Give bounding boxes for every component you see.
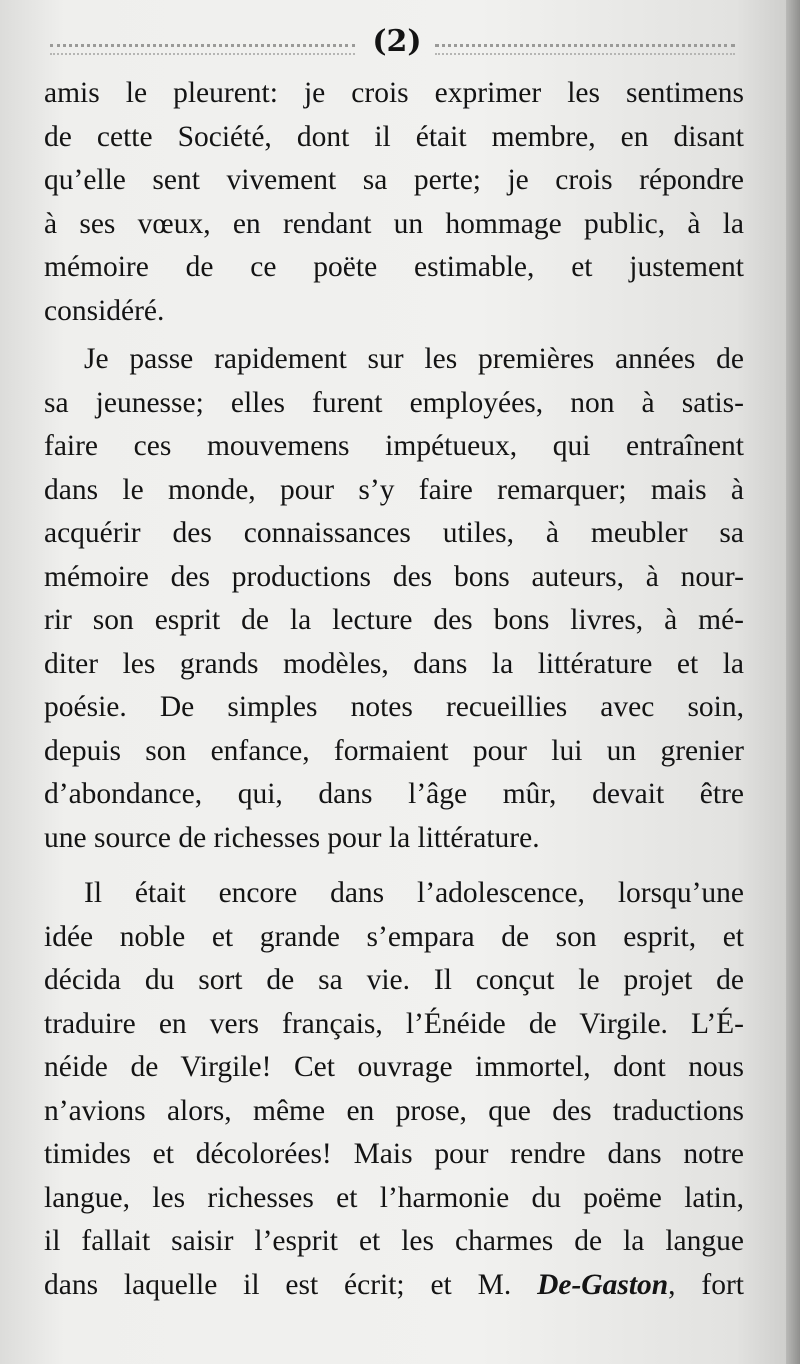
text-line: depuis son enfance, formaient pour lui un grenier xyxy=(44,734,744,767)
text-line: dans le monde, pour s’y faire remarquer; mais à xyxy=(44,473,744,506)
page-edge-shadow xyxy=(786,0,800,1364)
text-line: poésie. De simples notes recueillies avec soin, xyxy=(44,691,744,723)
text-line: il fallait saisir l’esprit et les charmes de la langue xyxy=(44,1225,744,1257)
text-line: rir son esprit de la lecture des bons livres, à mé- xyxy=(44,604,744,636)
text-line: faire ces mouvemens impétueux, qui entraînent xyxy=(44,430,744,462)
text-line: de cette Société, dont il était membre, en disant xyxy=(44,120,744,153)
page-header xyxy=(40,24,760,64)
text-line: amis le pleurent: je crois exprimer les sentimens xyxy=(44,77,744,109)
text-fragment: dans laquelle il est écrit; et M. xyxy=(44,1268,538,1301)
text-line: mémoire de ce poëte estimable, et justement xyxy=(44,251,744,283)
paragraph-1 xyxy=(44,72,744,333)
text-line: acquérir des connaissances utiles, à meubler sa xyxy=(44,517,744,549)
text-line: Il était encore dans l’adolescence, lorsqu’une xyxy=(84,877,744,909)
text-line: qu’elle sent vivement sa perte; je crois répondre xyxy=(44,164,744,196)
paragraph-2 xyxy=(44,338,744,860)
text-line: mémoire des productions des bons auteurs, à nour- xyxy=(44,560,744,593)
text-line: d’abondance, qui, dans l’âge mûr, devait être xyxy=(44,778,744,810)
page-number: (2) xyxy=(372,24,422,59)
text-line: considéré. xyxy=(44,294,165,327)
text-line: décida du sort de sa vie. Il conçut le projet de xyxy=(44,964,744,996)
text-line: n’avions alors, même en prose, que des traductions xyxy=(44,1094,744,1127)
text-line: à ses vœux, en rendant un hommage public, à la xyxy=(44,207,744,240)
author-name: De-Gaston xyxy=(537,1268,669,1301)
header-ornament-left xyxy=(50,44,355,55)
text-line: sa jeunesse; elles furent employées, non à satis- xyxy=(44,386,744,419)
text-line-final xyxy=(44,1264,744,1308)
text-fragment: , fort xyxy=(668,1268,744,1301)
text-line: Je passe rapidement sur les premières années de xyxy=(84,343,744,375)
text-line: diter les grands modèles, dans la littérature et la xyxy=(44,647,744,680)
text-line: langue, les richesses et l’harmonie du poëme latin, xyxy=(44,1181,744,1214)
header-ornament-right xyxy=(435,44,735,55)
text-line: timides et décolorées! Mais pour rendre dans notre xyxy=(44,1138,744,1170)
paragraph-3 xyxy=(44,872,744,1307)
text-line: traduire en vers français, l’Énéide de Virgile. L’É- xyxy=(44,1007,744,1040)
text-line: une source de richesses pour la littérature. xyxy=(44,821,540,854)
body-text xyxy=(44,72,744,1307)
text-line: néide de Virgile! Cet ouvrage immortel, dont nous xyxy=(44,1051,744,1083)
text-line: idée noble et grande s’empara de son esprit, et xyxy=(44,920,744,953)
